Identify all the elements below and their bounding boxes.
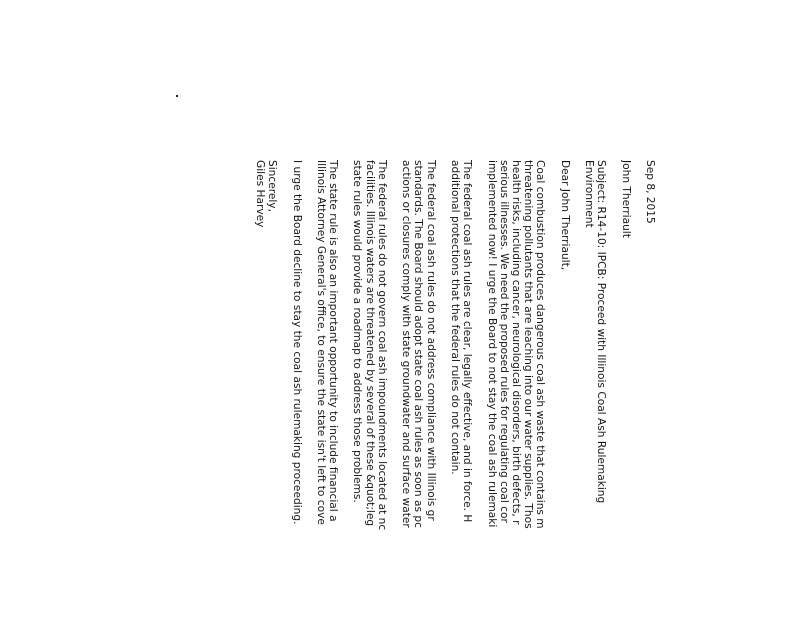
paragraph-1-line-3: health risks, including cancer, neurological disorders, birth defects, r (509, 160, 522, 525)
paragraph-1-line-5: implemented now! I urge the Board to not stay the coal ash rulemaki (485, 160, 498, 528)
paragraph-5-line-2: Illinois Attorney General's office, to ensure the state isn't left to cove (314, 160, 327, 525)
paragraph-3-line-3: actions or closures comply with state groundwater and surface water (400, 160, 413, 528)
letter-signature: Giles Harvey (254, 160, 266, 228)
scan-speck (176, 95, 178, 97)
paragraph-3-line-2: standards. The Board should adopt state coal ash rules as soon as pc (412, 160, 425, 528)
letter-date: Sep 8, 2015 (644, 160, 656, 224)
paragraph-3-line-1: The federal coal ash rules do not address compliance with Illinois gr (424, 160, 437, 521)
paragraph-6-line-1: I urge the Board decline to stay the coal ash rulemaking proceeding. (290, 160, 303, 525)
letter-closing: Sincerely, (266, 160, 279, 212)
rotated-letter (254, 160, 656, 618)
subject-line-1: Subject: R14-10: IPCB: Proceed with Illinois Coal Ash Rulemaking (595, 160, 608, 504)
paragraph-1-line-4: serious illnesses. We need the proposed rules for regulating coal cor (497, 160, 510, 523)
paragraph-4-line-3: state rules would provide a roadmap to address those problems. (351, 160, 364, 503)
paragraph-1-line-1: Coal combustion produces dangerous coal ash waste that contains m (534, 160, 547, 529)
paragraph-5-line-1: The state rule is also an important opportunity to include financial a (327, 160, 340, 522)
subject-line-2: Environment (583, 160, 596, 228)
paragraph-2-line-2: additional protections that the federal rules do not contain. (449, 160, 461, 475)
paragraph-4-line-1: The federal rules do not govern coal ash impoundments located at nc (375, 160, 388, 531)
paragraph-4-line-2: facilities. Illinois waters are threatened by several of these &quot;leg (363, 160, 376, 527)
letter-salutation: Dear John Therriault, (558, 160, 571, 271)
letter-recipient: John Therriault (619, 160, 632, 238)
paragraph-2-line-1: The federal coal ash rules are clear, legally effective, and in force. H (461, 160, 474, 523)
paragraph-1-line-2: threatening pollutants that are leaching into our water supplies. Thos (522, 160, 535, 529)
